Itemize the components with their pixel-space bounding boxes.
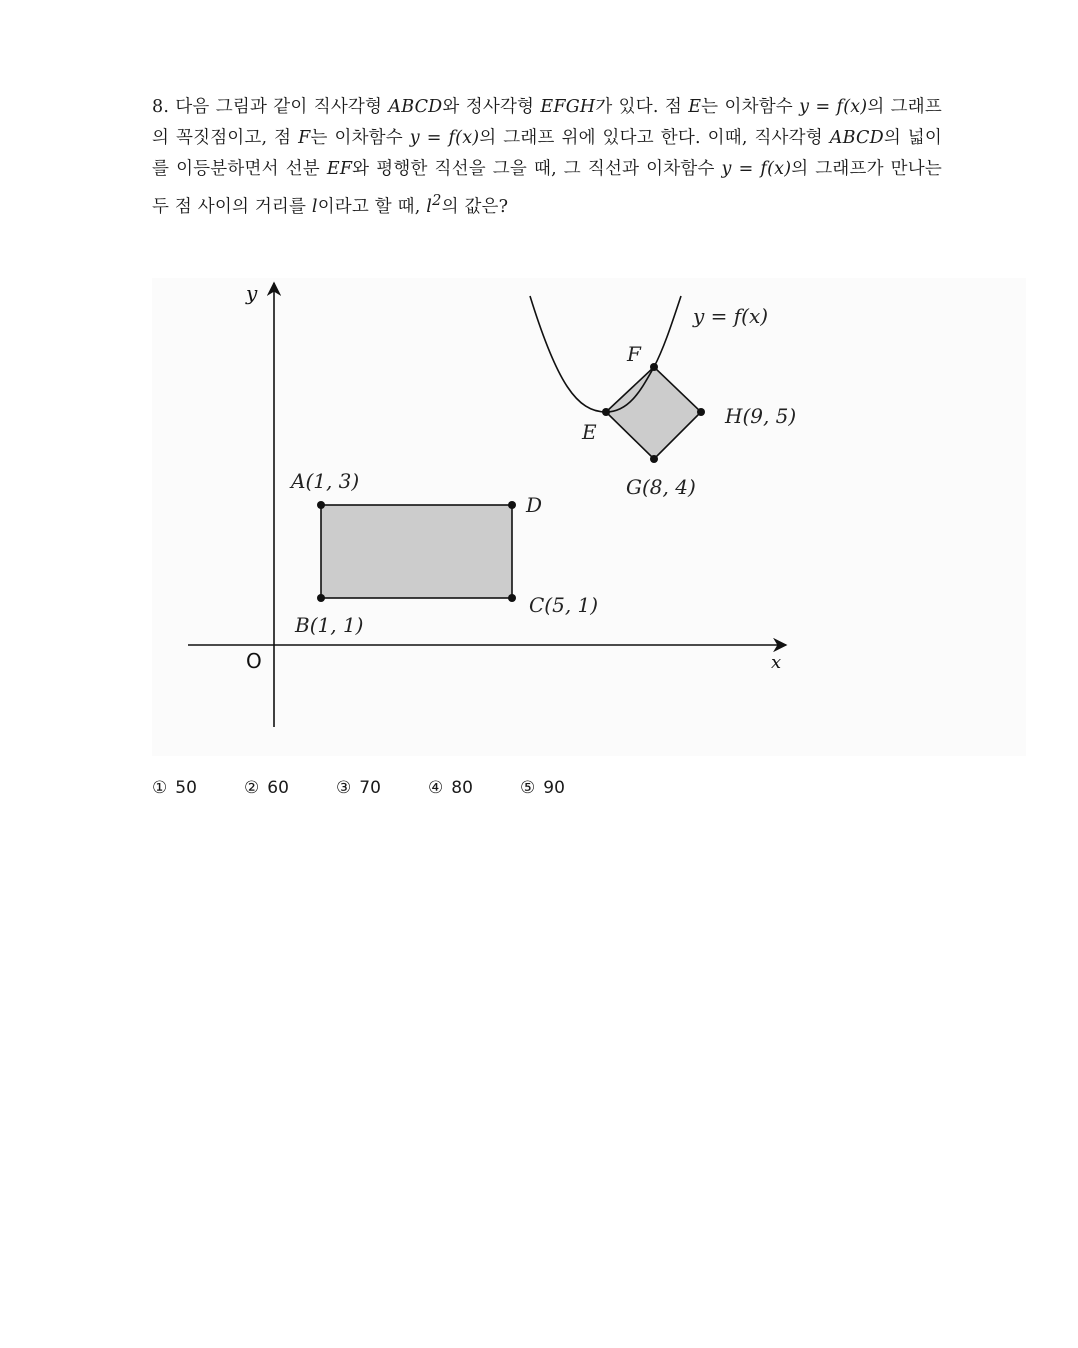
- question-number: 8.: [152, 97, 170, 117]
- label-g: G(8, 4): [626, 475, 696, 499]
- variable-l-squared: $l^2$: [426, 192, 442, 217]
- point-c: [508, 594, 516, 602]
- point-d: [508, 501, 516, 509]
- point-f: [650, 363, 658, 371]
- variable-l: l: [311, 196, 318, 217]
- x-axis-label: x: [771, 652, 782, 673]
- function-notation: y = f(x): [409, 128, 480, 148]
- origin-label: O: [246, 649, 262, 673]
- label-a: A(1, 3): [291, 469, 360, 493]
- choice-5[interactable]: ⑤ 90: [520, 778, 565, 798]
- label-d: D: [526, 493, 543, 517]
- choice-1[interactable]: ① 50: [152, 778, 197, 798]
- function-notation: y = f(x): [799, 97, 868, 117]
- function-notation: y = f(x): [721, 159, 792, 179]
- label-c: C(5, 1): [529, 593, 599, 617]
- y-axis-label: y: [246, 281, 258, 305]
- label-e: E: [582, 420, 597, 444]
- choice-4[interactable]: ④ 80: [428, 778, 473, 798]
- label-h: H(9, 5): [725, 404, 797, 428]
- point-g: [650, 455, 658, 463]
- square-efgh: [606, 367, 701, 459]
- square-name: EFGH: [540, 97, 596, 117]
- point-e: [602, 408, 610, 416]
- point-a: [317, 501, 325, 509]
- figure: [152, 278, 1026, 756]
- rect-name: ABCD: [829, 128, 884, 148]
- segment-ef: EF: [326, 159, 353, 179]
- rect-name: ABCD: [388, 97, 443, 117]
- question-text: 8. 다음 그림과 같이 직사각형 ABCD와 정사각형 EFGH가 있다. 점 E는 이차함수 y = f(x)의 그래프의 꼭짓점이고, 점 F는 이차함수 y = f(x)의 그래프 위에 있다고 한다. 이때, 직사각형 ABCD의 넓이를 이등분하면서 선분 EF와 평행한 직선을 그을 때, 그 직선과 이차함수 y = f(x)의 그래프가 만나는 두 점 사이의 거리를 l이라고 할 때, $l^2$의 값은?: [152, 97, 943, 217]
- point-f: F: [298, 128, 311, 148]
- label-f: F: [627, 342, 641, 366]
- curve-label: y = f(x): [693, 304, 769, 328]
- label-b: B(1, 1): [295, 613, 364, 637]
- choice-2[interactable]: ② 60: [244, 778, 289, 798]
- choice-3[interactable]: ③ 70: [336, 778, 381, 798]
- rectangle-abcd: [321, 505, 512, 598]
- point-e: E: [688, 97, 702, 117]
- point-h: [697, 408, 705, 416]
- point-b: [317, 594, 325, 602]
- figure-graph: [152, 278, 1026, 756]
